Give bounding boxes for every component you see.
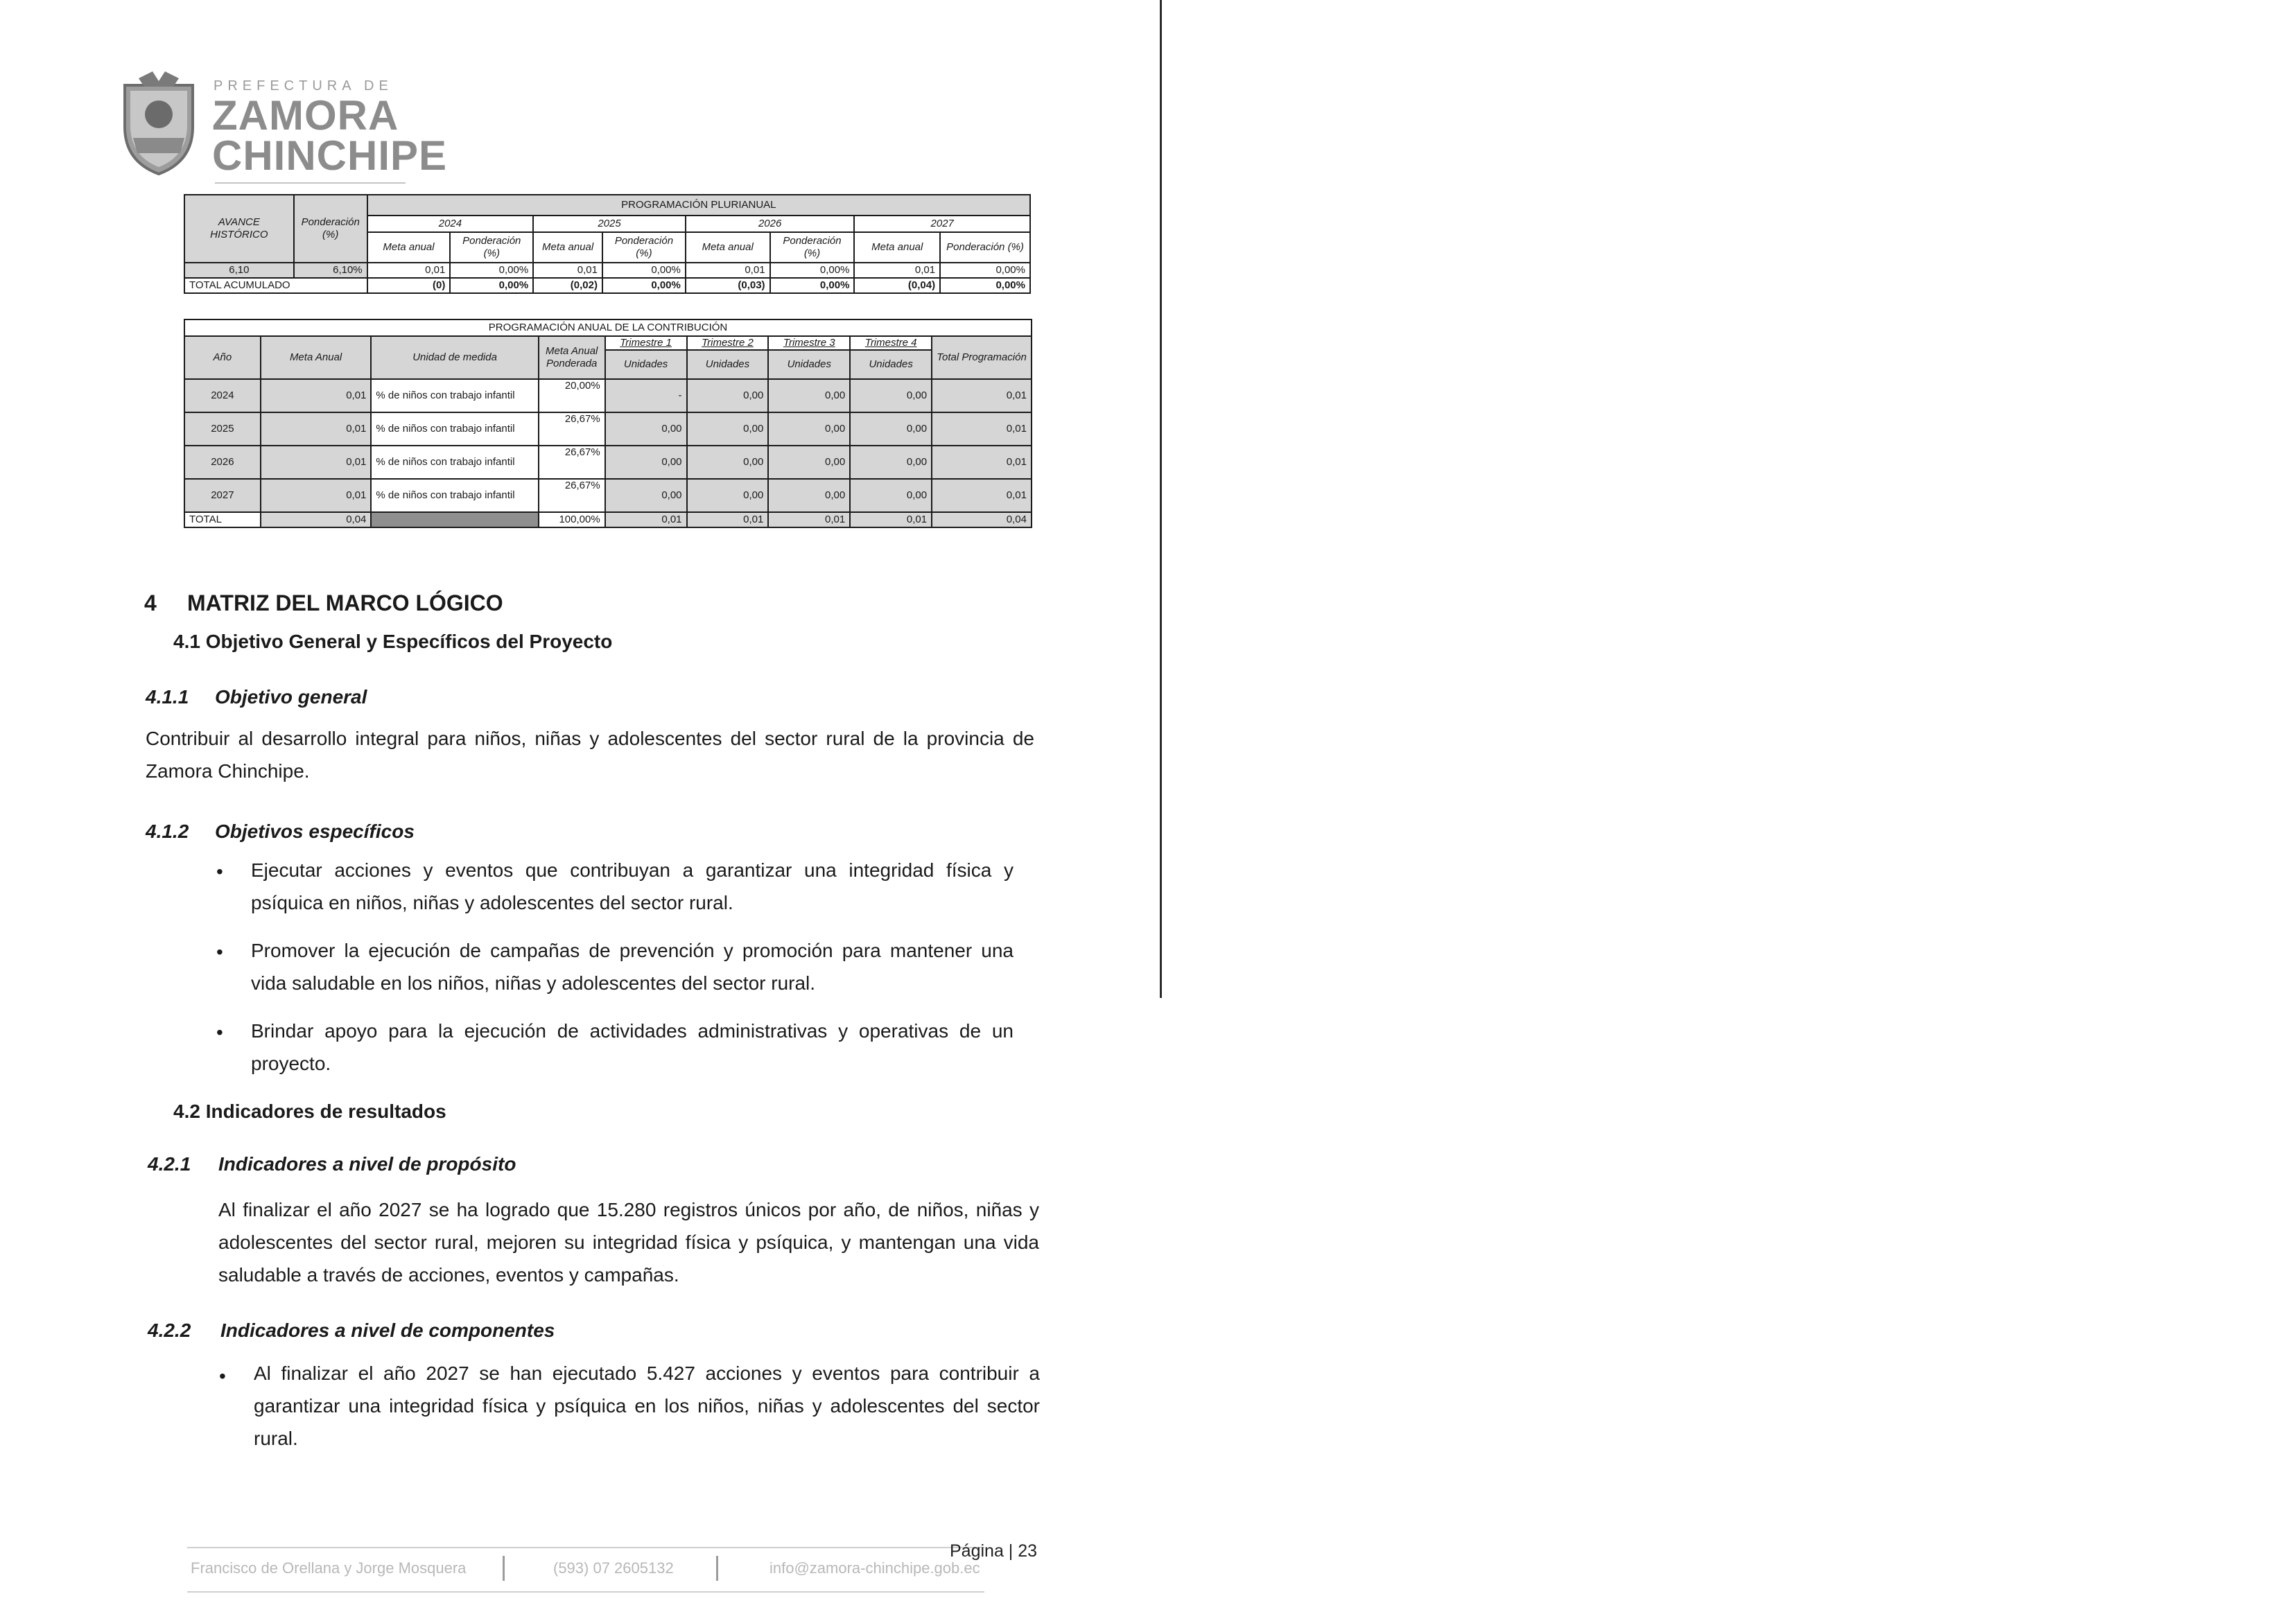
cell-unidad: % de niños con trabajo infantil bbox=[371, 479, 538, 512]
cell-t3: 0,00 bbox=[768, 379, 850, 412]
cell-t1: 0,00 bbox=[605, 446, 687, 479]
multiyear-table bbox=[184, 194, 1031, 294]
cell-ponderacion: 6,10% bbox=[294, 263, 367, 278]
cell-meta: 0,01 bbox=[261, 479, 372, 512]
subsection-4-2-1-title: Indicadores a nivel de propósito bbox=[218, 1153, 516, 1175]
table-cell: 0,00% bbox=[450, 278, 533, 293]
table-cell: 0,01 bbox=[367, 263, 451, 278]
header-trimestre: Trimestre 2 bbox=[687, 336, 769, 350]
header-unidad: Unidad de medida bbox=[371, 336, 538, 379]
total-ponderada: 100,00% bbox=[539, 512, 605, 527]
year-header: 2026 bbox=[686, 216, 855, 232]
list-item-text: Brindar apoyo para la ejecución de actividades administrativas y operativas de un proyecto. bbox=[251, 1020, 1014, 1074]
subsection-4-1-2-number: 4.1.2 bbox=[146, 821, 189, 842]
sub-meta: Meta anual bbox=[533, 232, 602, 263]
subsection-4-2: 4.2 Indicadores de resultados bbox=[173, 1101, 446, 1122]
sub-meta: Meta anual bbox=[686, 232, 770, 263]
section-number: 4 bbox=[144, 590, 157, 615]
cell-unidad: % de niños con trabajo infantil bbox=[371, 379, 538, 412]
table-cell: (0,02) bbox=[533, 278, 602, 293]
header-trimestre: Trimestre 1 bbox=[605, 336, 687, 350]
cell-t3: 0,00 bbox=[768, 479, 850, 512]
cell-anio: 2027 bbox=[184, 479, 261, 512]
list-item-text: Al finalizar el año 2027 se han ejecutado 5.427 acciones y eventos para contribuir a garantizar una integridad física y psíquica en los niños, niñas y adolescentes del sector rural. bbox=[254, 1362, 1040, 1449]
cell-anio: 2026 bbox=[184, 446, 261, 479]
cell-t3: 0,00 bbox=[768, 446, 850, 479]
cell-t1: - bbox=[605, 379, 687, 412]
list-item-text: Promover la ejecución de campañas de prevención y promoción para mantener una vida saludable en los niños, niñas y adolescentes del sector rural. bbox=[251, 940, 1014, 994]
cell-t1: 0,00 bbox=[605, 479, 687, 512]
table1-title: PROGRAMACIÓN PLURIANUAL bbox=[367, 195, 1030, 216]
bullet-icon: • bbox=[216, 941, 223, 963]
cell-ponderada: 26,67% bbox=[539, 412, 605, 446]
cell-t4: 0,00 bbox=[850, 412, 932, 446]
cell-anio: 2025 bbox=[184, 412, 261, 446]
annual-contribution-table bbox=[184, 319, 1032, 528]
table-cell: (0,03) bbox=[686, 278, 770, 293]
table-cell: (0) bbox=[367, 278, 451, 293]
cell-t2: 0,00 bbox=[687, 412, 769, 446]
total-t3: 0,01 bbox=[768, 512, 850, 527]
year-header: 2024 bbox=[367, 216, 534, 232]
year-header: 2027 bbox=[854, 216, 1030, 232]
total-label: TOTAL bbox=[184, 512, 261, 527]
table-cell: (0,04) bbox=[854, 278, 940, 293]
bullet-icon: • bbox=[216, 1022, 223, 1043]
cell-t1: 0,00 bbox=[605, 412, 687, 446]
sub-ponderacion: Ponderación (%) bbox=[602, 232, 686, 263]
cell-t4: 0,00 bbox=[850, 446, 932, 479]
cell-ponderada: 26,67% bbox=[539, 446, 605, 479]
cell-meta: 0,01 bbox=[261, 446, 372, 479]
sub-ponderacion: Ponderación (%) bbox=[450, 232, 533, 263]
cell-ponderada: 26,67% bbox=[539, 479, 605, 512]
header-anio: Año bbox=[184, 336, 261, 379]
total-total: 0,04 bbox=[932, 512, 1032, 527]
purpose-indicator-text: Al finalizar el año 2027 se ha logrado que 15.280 registros únicos por año, de niños, niñas y adolescentes del sector rural, mejoren su integridad física y psíquica, y mantengan una vida saludable a través de acciones, eventos y campañas. bbox=[218, 1199, 1039, 1286]
header-unidades: Unidades bbox=[687, 350, 769, 379]
sub-ponderacion: Ponderación (%) bbox=[940, 232, 1030, 263]
coat-of-arms-icon bbox=[118, 71, 200, 175]
total-unidad-blank bbox=[371, 512, 538, 527]
header-total: Total Programación bbox=[932, 336, 1032, 379]
header-meta-ponderada: Meta Anual Ponderada bbox=[539, 336, 605, 379]
table2-title: PROGRAMACIÓN ANUAL DE LA CONTRIBUCIÓN bbox=[184, 319, 1032, 336]
logo-rule bbox=[215, 182, 406, 184]
bullet-icon: • bbox=[216, 861, 223, 882]
subsection-4-2-2-title: Indicadores a nivel de componentes bbox=[220, 1320, 555, 1341]
table-cell: 0,00% bbox=[940, 263, 1030, 278]
header-unidades: Unidades bbox=[850, 350, 932, 379]
cell-total: 0,01 bbox=[932, 479, 1032, 512]
bullet-icon: • bbox=[219, 1365, 226, 1387]
cell-avance: 6,10 bbox=[184, 263, 294, 278]
cell-total: 0,01 bbox=[932, 412, 1032, 446]
page-number: Página | 23 bbox=[950, 1541, 1038, 1561]
sub-ponderacion: Ponderación (%) bbox=[770, 232, 855, 263]
header-meta-anual: Meta Anual bbox=[261, 336, 372, 379]
logo-prefix: PREFECTURA DE bbox=[214, 78, 393, 94]
subsection-4-1-2-title: Objetivos específicos bbox=[215, 821, 415, 842]
logo-line2: CHINCHIPE bbox=[212, 132, 448, 179]
cell-total: 0,01 bbox=[932, 379, 1032, 412]
footer-email: info@zamora-chinchipe.gob.ec bbox=[769, 1559, 980, 1577]
footer-rule bbox=[187, 1591, 984, 1593]
footer-separator bbox=[716, 1556, 718, 1581]
cell-t3: 0,00 bbox=[768, 412, 850, 446]
total-meta: 0,04 bbox=[261, 512, 372, 527]
cell-t2: 0,00 bbox=[687, 446, 769, 479]
table-cell: 0,00% bbox=[602, 263, 686, 278]
footer-separator bbox=[503, 1556, 505, 1581]
table-cell: 0,00% bbox=[940, 278, 1030, 293]
general-objective-text: Contribuir al desarrollo integral para niños, niñas y adolescentes del sector rural de la provincia de Zamora Chinchipe. bbox=[146, 728, 1034, 782]
subsection-4-1-1-number: 4.1.1 bbox=[146, 686, 189, 708]
subsection-4-2-2-number: 4.2.2 bbox=[148, 1320, 191, 1341]
cell-t4: 0,00 bbox=[850, 479, 932, 512]
table-cell: 0,00% bbox=[602, 278, 686, 293]
logo bbox=[111, 66, 448, 198]
cell-meta: 0,01 bbox=[261, 412, 372, 446]
footer-rule bbox=[187, 1547, 984, 1548]
header-unidades: Unidades bbox=[605, 350, 687, 379]
subsection-4-2-1-number: 4.2.1 bbox=[148, 1153, 191, 1175]
header-unidades: Unidades bbox=[768, 350, 850, 379]
header-ponderacion: Ponderación (%) bbox=[294, 195, 367, 263]
section-title: MATRIZ DEL MARCO LÓGICO bbox=[187, 590, 503, 615]
total-acumulado-label: TOTAL ACUMULADO bbox=[184, 278, 367, 293]
sub-meta: Meta anual bbox=[854, 232, 940, 263]
cell-ponderada: 20,00% bbox=[539, 379, 605, 412]
subsection-4-1-1-title: Objetivo general bbox=[215, 686, 367, 708]
table-cell: 0,00% bbox=[770, 263, 855, 278]
cell-unidad: % de niños con trabajo infantil bbox=[371, 412, 538, 446]
cell-t4: 0,00 bbox=[850, 379, 932, 412]
cell-meta: 0,01 bbox=[261, 379, 372, 412]
page-edge-line bbox=[1160, 0, 1162, 998]
table-cell: 0,01 bbox=[533, 263, 602, 278]
cell-t2: 0,00 bbox=[687, 379, 769, 412]
cell-total: 0,01 bbox=[932, 446, 1032, 479]
footer-address: Francisco de Orellana y Jorge Mosquera bbox=[191, 1559, 467, 1577]
total-t2: 0,01 bbox=[687, 512, 769, 527]
list-item-text: Ejecutar acciones y eventos que contribuyan a garantizar una integridad física y psíquica en niños, niñas y adolescentes del sector rural. bbox=[251, 859, 1014, 913]
header-trimestre: Trimestre 4 bbox=[850, 336, 932, 350]
subsection-4-1: 4.1 Objetivo General y Específicos del Proyecto bbox=[173, 631, 613, 652]
cell-anio: 2024 bbox=[184, 379, 261, 412]
footer-phone: (593) 07 2605132 bbox=[553, 1559, 674, 1577]
table-cell: 0,01 bbox=[854, 263, 940, 278]
total-t4: 0,01 bbox=[850, 512, 932, 527]
total-t1: 0,01 bbox=[605, 512, 687, 527]
header-avance: AVANCE HISTÓRICO bbox=[184, 195, 294, 263]
year-header: 2025 bbox=[533, 216, 686, 232]
cell-unidad: % de niños con trabajo infantil bbox=[371, 446, 538, 479]
cell-t2: 0,00 bbox=[687, 479, 769, 512]
table-cell: 0,01 bbox=[686, 263, 770, 278]
table-cell: 0,00% bbox=[770, 278, 855, 293]
logo-line1: ZAMORA bbox=[212, 92, 399, 139]
sub-meta: Meta anual bbox=[367, 232, 451, 263]
header-trimestre: Trimestre 3 bbox=[768, 336, 850, 350]
table-cell: 0,00% bbox=[450, 263, 533, 278]
